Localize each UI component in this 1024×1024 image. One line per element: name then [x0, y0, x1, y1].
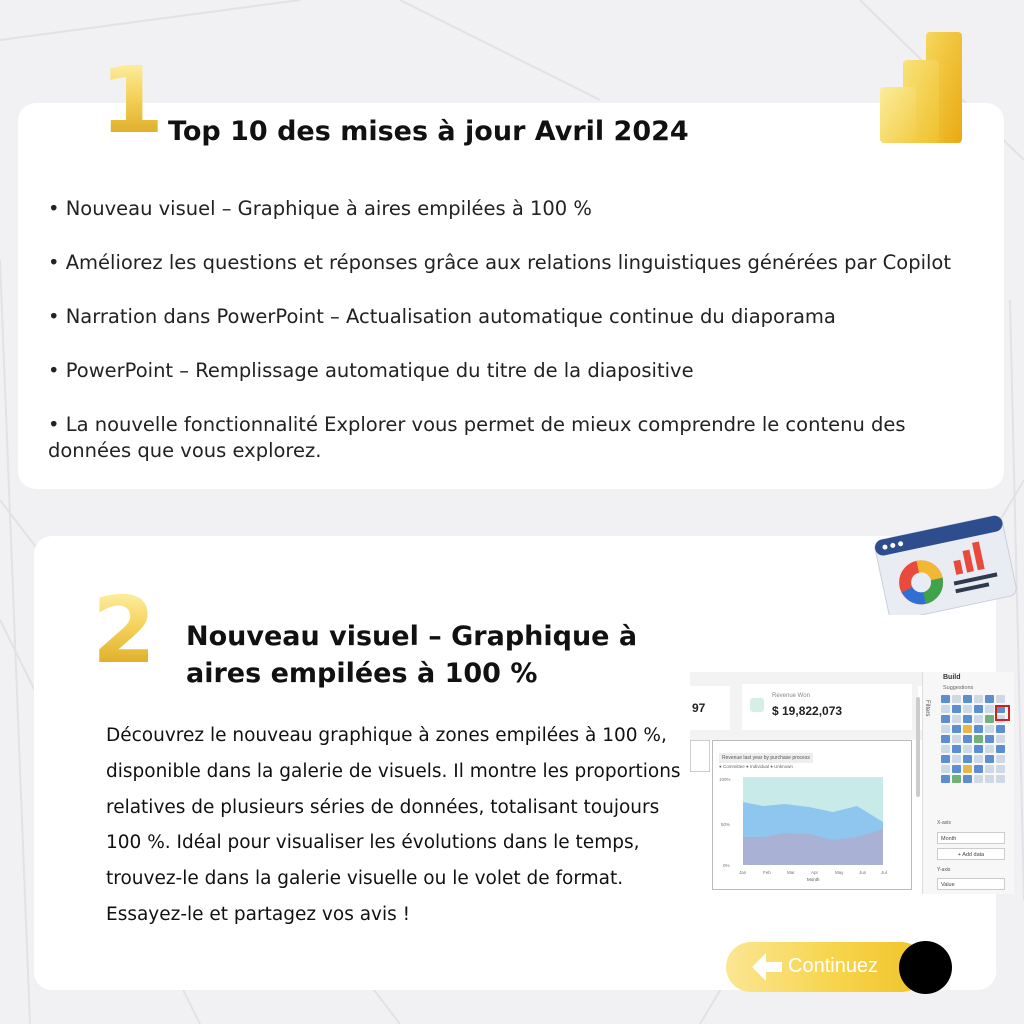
y-axis-well-label: Y-axis — [937, 867, 951, 873]
list-item: • Narration dans PowerPoint – Actualisation automatique continue du diaporama — [48, 305, 836, 328]
visual-type-icon — [952, 695, 961, 703]
visual-type-icon — [974, 715, 983, 723]
visual-type-icon — [941, 695, 950, 703]
visual-type-icon — [963, 765, 972, 773]
revenue-icon — [750, 698, 764, 712]
visual-type-icon — [941, 715, 950, 723]
visual-type-icon — [963, 735, 972, 743]
y-axis-field[interactable]: Value — [937, 878, 1005, 890]
visual-type-icon — [996, 765, 1005, 773]
x-axis-title: Month — [807, 877, 820, 882]
visual-type-icon — [952, 735, 961, 743]
list-item: • Nouveau visuel – Graphique à aires empilées à 100 % — [48, 197, 592, 220]
visual-type-icon — [974, 745, 983, 753]
y-tick: 0% — [723, 863, 730, 868]
x-tick: Apr — [811, 870, 819, 875]
x-tick: Jun — [859, 870, 867, 875]
visual-type-icon — [985, 755, 994, 763]
chart-legend: ● Committee ● Individual ● Unknown — [719, 764, 793, 769]
arrow-left-icon — [750, 951, 784, 983]
section-title-2: Nouveau visuel – Graphique à aires empilées à 100 % — [186, 621, 638, 689]
visual-type-icon — [963, 705, 972, 713]
visual-type-icon — [941, 705, 950, 713]
visual-type-icon — [963, 725, 972, 733]
stacked-area-visual-highlight[interactable] — [995, 705, 1010, 721]
x-tick: Jan — [739, 870, 747, 875]
filters-tab[interactable]: Filters — [924, 700, 930, 717]
x-axis-well-label: X-axis — [937, 820, 951, 826]
visual-type-icon — [985, 705, 994, 713]
visual-type-icon — [941, 755, 950, 763]
visual-type-icon — [941, 745, 950, 753]
visual-type-icon — [985, 765, 994, 773]
continue-circle[interactable] — [899, 941, 952, 994]
section-number-2: 2 — [92, 577, 157, 684]
updates-list — [48, 196, 978, 464]
visual-type-icon — [952, 715, 961, 723]
panel-title: Build — [943, 674, 961, 681]
visual-type-icon — [974, 695, 983, 703]
section-number-1: 1 — [100, 47, 165, 154]
continue-label: Continuez — [788, 955, 879, 977]
powerbi-screenshot — [690, 672, 1014, 894]
list-item: • Améliorez les questions et réponses grâce aux relations linguistiques générées par Copilot — [48, 251, 951, 274]
x-tick: Feb — [763, 870, 771, 875]
visual-type-icon — [963, 715, 972, 723]
visual-type-icon — [941, 725, 950, 733]
visual-type-icon — [996, 735, 1005, 743]
visual-chip[interactable] — [690, 740, 710, 772]
visual-type-icon — [985, 695, 994, 703]
visual-type-icon — [974, 775, 983, 783]
visual-type-icon — [996, 725, 1005, 733]
visual-type-icon — [952, 765, 961, 773]
list-item: • La nouvelle fonctionnalité Explorer vous permet de mieux comprendre le contenu des données que vous explorez. — [48, 413, 906, 462]
visual-type-icon — [985, 715, 994, 723]
x-tick: Mar — [787, 870, 795, 875]
visual-type-icon — [996, 745, 1005, 753]
visual-type-icon — [952, 775, 961, 783]
visual-type-icon — [952, 705, 961, 713]
visual-type-icon — [963, 695, 972, 703]
panel-suggestions: Suggestions — [943, 685, 974, 691]
visual-type-icon — [974, 765, 983, 773]
add-data-button[interactable]: + Add data — [937, 848, 1005, 860]
chart-title: Revenue last year by purchase process — [719, 753, 813, 763]
y-tick: 50% — [721, 822, 731, 827]
x-tick: May — [835, 870, 844, 875]
visual-type-icon — [963, 745, 972, 753]
y-tick: 100% — [719, 777, 731, 782]
continue-button[interactable] — [726, 942, 926, 992]
visual-type-icon — [985, 735, 994, 743]
section-title-1: Top 10 des mises à jour Avril 2024 — [168, 116, 689, 147]
visual-type-icon — [974, 725, 983, 733]
visual-type-icon — [941, 775, 950, 783]
visual-type-icon — [985, 725, 994, 733]
visual-type-icon — [952, 755, 961, 763]
visual-type-icon — [941, 765, 950, 773]
visual-type-icon — [974, 735, 983, 743]
visual-type-icon — [952, 745, 961, 753]
visual-type-icon — [985, 775, 994, 783]
visual-type-icon — [985, 745, 994, 753]
visual-type-icon — [963, 755, 972, 763]
visual-type-icon — [974, 705, 983, 713]
visual-type-icon — [941, 735, 950, 743]
visual-type-icon — [952, 725, 961, 733]
stacked-area-chart[interactable] — [712, 740, 912, 890]
chart-plot — [713, 741, 911, 889]
powerbi-logo-icon — [876, 30, 966, 145]
dashboard-icon — [870, 515, 1020, 615]
build-panel — [922, 672, 1014, 894]
visual-type-icon — [974, 755, 983, 763]
x-axis-field[interactable]: Month — [937, 832, 1005, 844]
visual-type-icon — [996, 775, 1005, 783]
kpi-card[interactable] — [742, 684, 912, 730]
kpi-label: Revenue Won — [772, 693, 810, 699]
list-item: • PowerPoint – Remplissage automatique du titre de la diapositive — [48, 359, 694, 382]
kpi-value: $ 19,822,073 — [772, 704, 843, 718]
scrollbar[interactable] — [916, 697, 920, 797]
visual-type-icon — [996, 695, 1005, 703]
visual-type-icon — [996, 755, 1005, 763]
feature-description: Découvrez le nouveau graphique à zones empilées à 100 %, disponible dans la galerie de visuels. Il montre les proportions relatives de plusieurs séries de données, totalisant toujours 100 %. Idéal pour visualiser les évolutions dans le temps, trouvez-le dans la galerie visuelle ou le volet de format. Essayez-le et partagez vos avis ! — [106, 725, 681, 925]
visual-type-icon — [963, 775, 972, 783]
x-tick: Jul — [881, 870, 887, 875]
kpi-card-left: 97 — [690, 686, 730, 730]
